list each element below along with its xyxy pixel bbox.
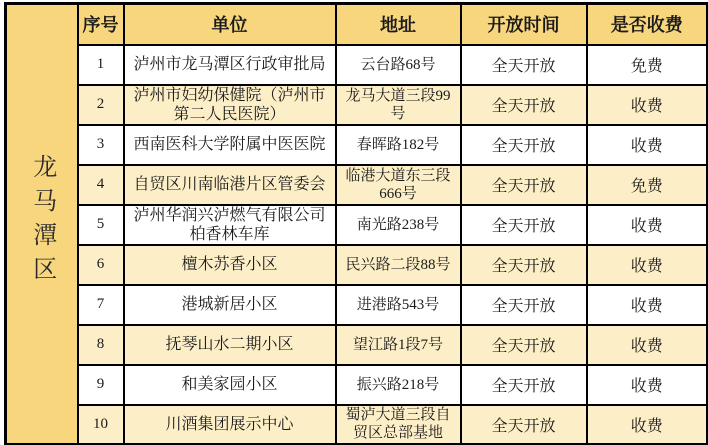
cell-address: 民兴路二段88号 xyxy=(336,245,461,285)
district-label: 龙马潭区 xyxy=(28,153,55,290)
cell-hours: 全天开放 xyxy=(461,365,587,405)
cell-unit: 泸州市妇幼保健院（泸州市第二人民医院） xyxy=(124,85,336,125)
cell-unit: 泸州华润兴泸燃气有限公司柏香林车库 xyxy=(124,205,336,245)
cell-unit: 港城新居小区 xyxy=(124,285,336,325)
cell-no: 3 xyxy=(78,125,124,165)
cell-unit: 自贸区川南临港片区管委会 xyxy=(124,165,336,205)
header-row xyxy=(6,4,708,45)
cell-no: 5 xyxy=(78,205,124,245)
table-row xyxy=(6,325,708,365)
cell-address: 龙马大道三段99号 xyxy=(336,85,461,125)
cell-address: 振兴路218号 xyxy=(336,365,461,405)
table-row xyxy=(6,205,708,245)
cell-hours: 全天开放 xyxy=(461,285,587,325)
cell-address: 临港大道东三段666号 xyxy=(336,165,461,205)
cell-fee: 收费 xyxy=(587,365,708,405)
table-row xyxy=(6,85,708,125)
table-row xyxy=(6,165,708,205)
table-row xyxy=(6,245,708,285)
cell-unit: 檀木苏香小区 xyxy=(124,245,336,285)
cell-hours: 全天开放 xyxy=(461,165,587,205)
column-header-no: 序号 xyxy=(78,4,124,45)
cell-fee: 免费 xyxy=(587,165,708,205)
cell-fee: 收费 xyxy=(587,125,708,165)
table-row xyxy=(6,365,708,405)
district-strip xyxy=(6,4,78,445)
cell-address: 春晖路182号 xyxy=(336,125,461,165)
cell-no: 2 xyxy=(78,85,124,125)
cell-address: 云台路68号 xyxy=(336,45,461,85)
cell-address: 进港路543号 xyxy=(336,285,461,325)
cell-fee: 收费 xyxy=(587,85,708,125)
column-header-fee: 是否收费 xyxy=(587,4,708,45)
table-row xyxy=(6,405,708,445)
cell-hours: 全天开放 xyxy=(461,245,587,285)
cell-fee: 收费 xyxy=(587,205,708,245)
cell-no: 10 xyxy=(78,405,124,445)
table-row xyxy=(6,45,708,85)
cell-address: 蜀泸大道三段自贸区总部基地 xyxy=(336,405,461,445)
table-row xyxy=(6,285,708,325)
cell-no: 4 xyxy=(78,165,124,205)
facility-table xyxy=(4,2,708,445)
cell-address: 望江路1段7号 xyxy=(336,325,461,365)
cell-hours: 全天开放 xyxy=(461,85,587,125)
cell-unit: 泸州市龙马潭区行政审批局 xyxy=(124,45,336,85)
cell-fee: 收费 xyxy=(587,325,708,365)
cell-no: 7 xyxy=(78,285,124,325)
cell-hours: 全天开放 xyxy=(461,125,587,165)
cell-fee: 收费 xyxy=(587,285,708,325)
cell-no: 9 xyxy=(78,365,124,405)
cell-no: 8 xyxy=(78,325,124,365)
cell-no: 1 xyxy=(78,45,124,85)
column-header-hours: 开放时间 xyxy=(461,4,587,45)
column-header-unit: 单位 xyxy=(124,4,336,45)
cell-unit: 西南医科大学附属中医医院 xyxy=(124,125,336,165)
cell-hours: 全天开放 xyxy=(461,205,587,245)
cell-unit: 川酒集团展示中心 xyxy=(124,405,336,445)
cell-hours: 全天开放 xyxy=(461,325,587,365)
cell-hours: 全天开放 xyxy=(461,45,587,85)
column-header-address: 地址 xyxy=(336,4,461,45)
cell-address: 南光路238号 xyxy=(336,205,461,245)
cell-no: 6 xyxy=(78,245,124,285)
cell-hours: 全天开放 xyxy=(461,405,587,445)
cell-fee: 收费 xyxy=(587,405,708,445)
cell-fee: 免费 xyxy=(587,45,708,85)
cell-fee: 收费 xyxy=(587,245,708,285)
cell-unit: 和美家园小区 xyxy=(124,365,336,405)
table-row xyxy=(6,125,708,165)
cell-unit: 抚琴山水二期小区 xyxy=(124,325,336,365)
